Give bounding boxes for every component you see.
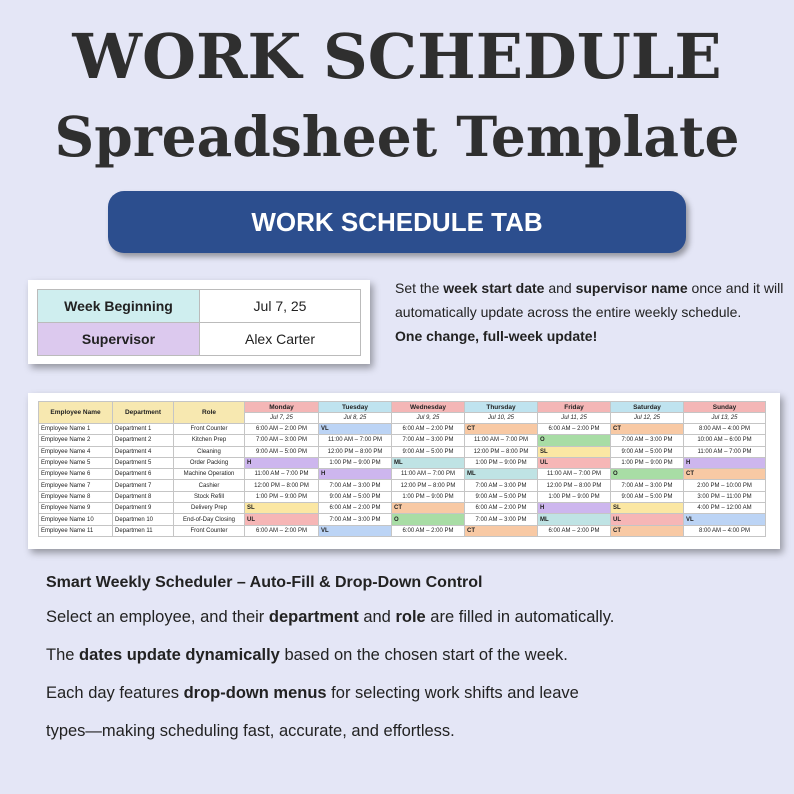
role-cell[interactable]: Cleaning xyxy=(174,446,245,457)
department-cell[interactable]: Department 8 xyxy=(113,491,174,502)
text: for selecting work shifts and leave xyxy=(326,684,579,702)
role-cell[interactable]: Front Counter xyxy=(174,424,245,435)
employee-cell[interactable]: Employee Name 8 xyxy=(39,491,113,502)
department-cell[interactable]: Department 9 xyxy=(113,503,174,514)
text: Select an employee, and their xyxy=(46,608,269,626)
shift-cell[interactable]: 7:00 AM – 3:00 PM xyxy=(245,435,319,446)
shift-cell[interactable]: 12:00 PM – 8:00 PM xyxy=(538,480,611,491)
leave-cell[interactable]: H xyxy=(319,469,392,480)
week-row xyxy=(38,290,361,323)
shift-cell[interactable]: 11:00 AM – 7:00 PM xyxy=(245,469,319,480)
bold-text: role xyxy=(395,608,426,626)
role-cell[interactable]: Order Packing xyxy=(174,457,245,468)
leave-cell[interactable]: CT xyxy=(392,503,465,514)
day-header: Monday xyxy=(245,402,319,413)
supervisor-label: Supervisor xyxy=(38,323,200,356)
text: and xyxy=(358,608,396,626)
employee-cell[interactable]: Employee Name 1 xyxy=(39,424,113,435)
shift-cell[interactable]: 7:00 AM – 3:00 PM xyxy=(319,480,392,491)
role-cell[interactable]: Stock Refill xyxy=(174,491,245,502)
department-cell[interactable]: Department 1 xyxy=(113,424,174,435)
leave-cell[interactable]: O xyxy=(611,469,684,480)
shift-cell[interactable]: 9:00 AM – 5:00 PM xyxy=(611,491,684,502)
week-beginning-label: Week Beginning xyxy=(38,290,200,323)
table-row xyxy=(39,503,766,514)
day-header: Friday xyxy=(538,402,611,413)
table-row xyxy=(39,435,766,446)
day-date: Jul 8, 25 xyxy=(319,413,392,424)
day-header: Wednesday xyxy=(392,402,465,413)
shift-cell[interactable]: 9:00 AM – 5:00 PM xyxy=(319,491,392,502)
schedule-sheet xyxy=(28,393,780,549)
leave-cell[interactable]: VL xyxy=(684,514,766,525)
text: The xyxy=(46,646,80,664)
leave-cell[interactable]: SL xyxy=(245,503,319,514)
department-cell[interactable]: Department 2 xyxy=(113,435,174,446)
role-cell[interactable]: Delivery Prep xyxy=(174,503,245,514)
leave-cell[interactable]: SL xyxy=(611,503,684,514)
header-role: Role xyxy=(174,402,245,424)
shift-cell[interactable]: 12:00 PM – 8:00 PM xyxy=(392,480,465,491)
feature-heading: Smart Weekly Scheduler – Auto-Fill & Drop-Down Control xyxy=(46,574,483,591)
leave-cell[interactable]: H xyxy=(684,457,766,468)
day-date: Jul 13, 25 xyxy=(684,413,766,424)
employee-cell[interactable]: Employee Name 5 xyxy=(39,457,113,468)
department-cell[interactable]: Department 6 xyxy=(113,469,174,480)
shift-cell[interactable]: 10:00 AM – 6:00 PM xyxy=(684,435,766,446)
shift-cell[interactable]: 9:00 AM – 5:00 PM xyxy=(465,491,538,502)
day-header: Sunday xyxy=(684,402,766,413)
bold-text: drop-down menus xyxy=(183,684,327,702)
shift-cell[interactable]: 4:00 PM – 12:00 AM xyxy=(684,503,766,514)
day-header: Thursday xyxy=(465,402,538,413)
desc-bold: week start date xyxy=(443,280,545,296)
desc-emphasis: One change, full-week update! xyxy=(395,328,598,344)
employee-cell[interactable]: Employee Name 2 xyxy=(39,435,113,446)
table-row xyxy=(39,514,766,525)
shift-cell[interactable]: 12:00 PM – 8:00 PM xyxy=(319,446,392,457)
shift-cell[interactable]: 12:00 PM – 8:00 PM xyxy=(465,446,538,457)
role-cell[interactable]: Cashier xyxy=(174,480,245,491)
feature-paragraph-3 xyxy=(46,684,786,703)
shift-cell[interactable]: 11:00 AM – 7:00 PM xyxy=(465,435,538,446)
header-department: Department xyxy=(113,402,174,424)
table-row xyxy=(39,424,766,435)
feature-description xyxy=(46,574,786,760)
leave-cell[interactable]: UL xyxy=(245,514,319,525)
day-header: Tuesday xyxy=(319,402,392,413)
shift-cell[interactable]: 6:00 AM – 2:00 PM xyxy=(392,525,465,536)
shift-cell[interactable]: 11:00 AM – 7:00 PM xyxy=(319,435,392,446)
leave-cell[interactable]: CT xyxy=(611,424,684,435)
text: based on the chosen start of the week. xyxy=(279,646,568,664)
employee-cell[interactable]: Employee Name 4 xyxy=(39,446,113,457)
shift-cell[interactable]: 7:00 AM – 3:00 PM xyxy=(611,435,684,446)
desc-text: and xyxy=(544,280,576,296)
banner-label: WORK SCHEDULE TAB xyxy=(251,206,543,237)
leave-cell[interactable]: CT xyxy=(465,525,538,536)
shift-cell[interactable]: 7:00 AM – 3:00 PM xyxy=(392,435,465,446)
shift-cell[interactable]: 1:00 PM – 9:00 PM xyxy=(245,491,319,502)
table-row xyxy=(39,469,766,480)
shift-cell[interactable]: 7:00 AM – 3:00 PM xyxy=(611,480,684,491)
shift-cell[interactable]: 9:00 AM – 5:00 PM xyxy=(392,446,465,457)
role-cell[interactable]: Front Counter xyxy=(174,525,245,536)
employee-cell[interactable]: Employee Name 10 xyxy=(39,514,113,525)
bold-text: department xyxy=(268,608,359,626)
table-row xyxy=(39,491,766,502)
leave-cell[interactable]: O xyxy=(538,435,611,446)
shift-cell[interactable]: 11:00 AM – 7:00 PM xyxy=(684,446,766,457)
day-date: Jul 7, 25 xyxy=(245,413,319,424)
week-info-card xyxy=(28,280,370,364)
shift-cell[interactable]: 6:00 AM – 2:00 PM xyxy=(465,503,538,514)
leave-cell[interactable]: VL xyxy=(319,424,392,435)
department-cell[interactable]: Department 4 xyxy=(113,446,174,457)
role-cell[interactable]: End-of-Day Closing xyxy=(174,514,245,525)
department-cell[interactable]: Department 7 xyxy=(113,480,174,491)
supervisor-row xyxy=(38,323,361,356)
day-date: Jul 12, 25 xyxy=(611,413,684,424)
shift-cell[interactable]: 3:00 PM – 11:00 PM xyxy=(684,491,766,502)
shift-cell[interactable]: 8:00 AM – 4:00 PM xyxy=(684,525,766,536)
tab-banner xyxy=(108,191,686,253)
shift-cell[interactable]: 9:00 AM – 5:00 PM xyxy=(611,446,684,457)
shift-cell[interactable]: 8:00 AM – 4:00 PM xyxy=(684,424,766,435)
desc-bold: supervisor name xyxy=(575,280,688,296)
shift-cell[interactable]: 6:00 AM – 2:00 PM xyxy=(245,424,319,435)
role-cell[interactable]: Kitchen Prep xyxy=(174,435,245,446)
shift-cell[interactable]: 6:00 AM – 2:00 PM xyxy=(538,525,611,536)
desc-text: once and it will automatically update across the entire weekly schedule. xyxy=(395,280,784,320)
day-date: Jul 11, 25 xyxy=(538,413,611,424)
shift-cell[interactable]: 1:00 PM – 9:00 PM xyxy=(538,491,611,502)
shift-cell[interactable]: 7:00 AM – 3:00 PM xyxy=(465,480,538,491)
table-row xyxy=(39,446,766,457)
leave-cell[interactable]: O xyxy=(392,514,465,525)
department-cell[interactable]: Department 5 xyxy=(113,457,174,468)
day-date: Jul 9, 25 xyxy=(392,413,465,424)
role-cell[interactable]: Machine Operation xyxy=(174,469,245,480)
schedule-table xyxy=(38,401,766,537)
table-row xyxy=(39,480,766,491)
shift-cell[interactable]: 11:00 AM – 7:00 PM xyxy=(392,469,465,480)
shift-cell[interactable]: 12:00 PM – 8:00 PM xyxy=(245,480,319,491)
leave-cell[interactable]: VL xyxy=(319,525,392,536)
employee-cell[interactable]: Employee Name 9 xyxy=(39,503,113,514)
supervisor-cell[interactable]: Alex Carter xyxy=(200,323,361,356)
title-line-2: Spreadsheet Template xyxy=(54,104,740,169)
week-info-table xyxy=(37,289,361,356)
leave-cell[interactable]: ML xyxy=(465,469,538,480)
leave-cell[interactable]: CT xyxy=(465,424,538,435)
shift-cell[interactable]: 2:00 PM – 10:00 PM xyxy=(684,480,766,491)
shift-cell[interactable]: 7:00 AM – 3:00 PM xyxy=(465,514,538,525)
feature-paragraph-2 xyxy=(46,646,786,665)
shift-cell[interactable]: 6:00 AM – 2:00 PM xyxy=(245,525,319,536)
text: are filled in automatically. xyxy=(425,608,615,626)
shift-cell[interactable]: 1:00 PM – 9:00 PM xyxy=(465,457,538,468)
day-header: Saturday xyxy=(611,402,684,413)
feature-paragraph-1 xyxy=(46,608,786,627)
leave-cell[interactable]: H xyxy=(245,457,319,468)
desc-text: Set the xyxy=(395,280,444,296)
header-employee: Employee Name xyxy=(39,402,113,424)
feature-paragraph-4: types—making scheduling fast, accurate, and effortless. xyxy=(46,722,455,740)
table-row xyxy=(39,457,766,468)
leave-cell[interactable]: CT xyxy=(684,469,766,480)
shift-cell[interactable]: 6:00 AM – 2:00 PM xyxy=(538,424,611,435)
shift-cell[interactable]: 9:00 AM – 5:00 PM xyxy=(245,446,319,457)
title-line-1: WORK SCHEDULE xyxy=(72,20,722,93)
leave-cell[interactable]: CT xyxy=(611,525,684,536)
department-cell[interactable]: Departmen 11 xyxy=(113,525,174,536)
shift-cell[interactable]: 1:00 PM – 9:00 PM xyxy=(611,457,684,468)
leave-cell[interactable]: ML xyxy=(538,514,611,525)
day-date: Jul 10, 25 xyxy=(465,413,538,424)
shift-cell[interactable]: 11:00 AM – 7:00 PM xyxy=(538,469,611,480)
leave-cell[interactable]: UL xyxy=(538,457,611,468)
employee-cell[interactable]: Employee Name 7 xyxy=(39,480,113,491)
week-beginning-cell[interactable]: Jul 7, 25 xyxy=(200,290,361,323)
bold-text: dates update dynamically xyxy=(79,646,280,664)
employee-cell[interactable]: Employee Name 11 xyxy=(39,525,113,536)
shift-cell[interactable]: 6:00 AM – 2:00 PM xyxy=(392,424,465,435)
employee-cell[interactable]: Employee Name 6 xyxy=(39,469,113,480)
week-description xyxy=(395,276,785,348)
leave-cell[interactable]: UL xyxy=(611,514,684,525)
department-cell[interactable]: Departmen 10 xyxy=(113,514,174,525)
shift-cell[interactable]: 1:00 PM – 9:00 PM xyxy=(319,457,392,468)
table-row xyxy=(39,525,766,536)
shift-cell[interactable]: 7:00 AM – 3:00 PM xyxy=(319,514,392,525)
shift-cell[interactable]: 1:00 PM – 9:00 PM xyxy=(392,491,465,502)
leave-cell[interactable]: SL xyxy=(538,446,611,457)
leave-cell[interactable]: H xyxy=(538,503,611,514)
shift-cell[interactable]: 6:00 AM – 2:00 PM xyxy=(319,503,392,514)
leave-cell[interactable]: ML xyxy=(392,457,465,468)
text: Each day features xyxy=(46,684,184,702)
